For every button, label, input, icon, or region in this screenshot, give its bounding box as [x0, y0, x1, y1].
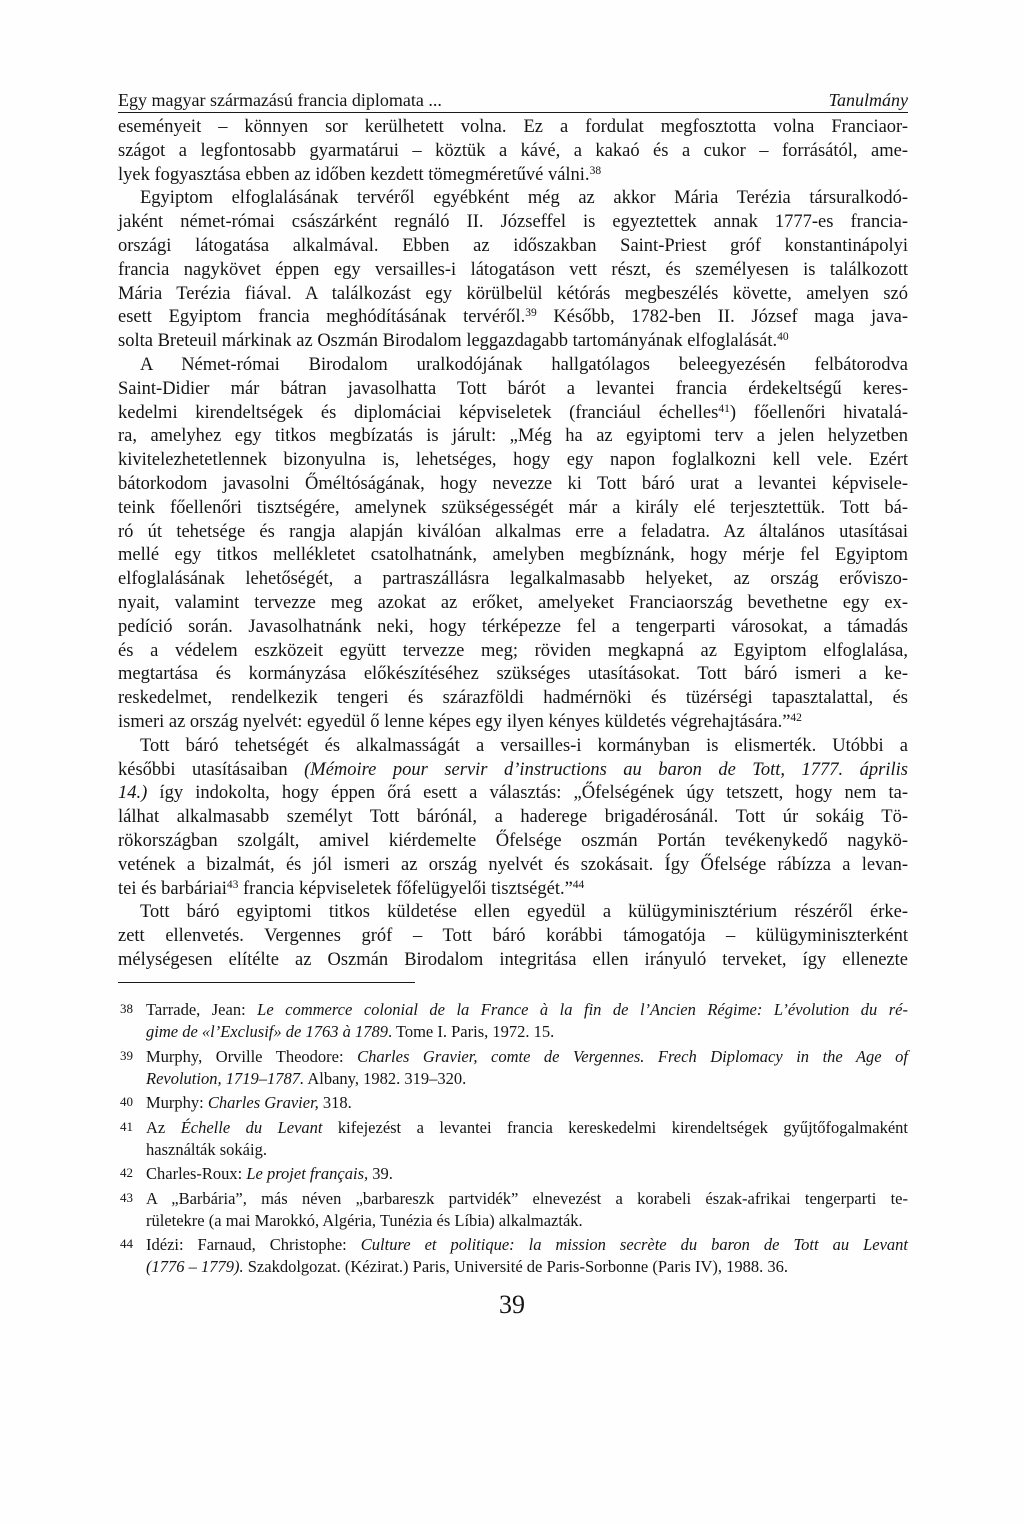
- footnote-line: használták sokáig.: [146, 1139, 267, 1159]
- footnote: [118, 1117, 908, 1161]
- footnote-ref: 40: [777, 331, 789, 344]
- footnote: [118, 1234, 908, 1278]
- paragraph: [118, 735, 908, 902]
- footnote-number: 43: [120, 1189, 133, 1205]
- text-run: Az: [146, 1117, 181, 1137]
- paragraph: [118, 116, 908, 187]
- footnote-line: [146, 1117, 908, 1139]
- body-line: lálhat alkalmasabb személyt Tott bárónál, a haderege brigadérosánál. Tott úr sokáig Tö-: [118, 807, 908, 828]
- paragraph: [118, 901, 908, 972]
- body-line: Mária Terézia fiával. A találkozást egy körülbelül kétórás megbeszélés követte, amelyen szó: [118, 283, 908, 304]
- italic-title-run: Culture et politique: la mission secrète du baron de Tott au Levant: [360, 1235, 908, 1254]
- italic-title-run: (Mémoire pour servir d’instructions au baron de Tott, 1777. április: [304, 759, 908, 780]
- footnote: [118, 1092, 908, 1114]
- italic-title-run: Charles Gravier,: [207, 1093, 319, 1112]
- running-title: Egy magyar származású francia diplomata ...: [118, 90, 442, 110]
- text-run: így indokolta, hogy éppen őrá esett a választás: „Őfelségének úgy tetszett, hogy nem ta-: [147, 783, 908, 804]
- body-line: [118, 711, 908, 735]
- body-line: francia nagykövet éppen egy versailles-i látogatáson vett részt, és személyesen is találkozott: [118, 259, 908, 280]
- italic-title-run: 14.): [118, 783, 148, 804]
- running-header: [118, 88, 908, 113]
- body-line: [118, 782, 908, 806]
- body-line: teink főellenőri tisztségére, amelynek szükségességét már a király elé terjesztettük. Tott bá-: [118, 497, 908, 518]
- text-run: Charles-Roux:: [146, 1164, 247, 1183]
- text-run: Murphy, Orville Theodore:: [146, 1046, 358, 1066]
- text-run: Murphy:: [146, 1093, 208, 1112]
- footnote-number: 41: [120, 1118, 133, 1134]
- body-line: [118, 306, 908, 330]
- footnote-line: [146, 999, 908, 1021]
- body-line: [118, 759, 908, 783]
- text-run: francia képviseletek főfelügyelői tisztségét.”: [238, 878, 573, 899]
- body-line: mélységesen elítélte az Oszmán Birodalom integritása ellen irányuló terveket, így ellenezte: [118, 949, 908, 970]
- footnote-ref: 39: [525, 307, 537, 320]
- body-line: eseményeit – könnyen sor kerülhetett volna. Ez a fordulat megfosztotta volna Franciaor-: [118, 117, 908, 137]
- footnote: [118, 1188, 908, 1232]
- body-line: jaként német-római császárként regnáló II. Józseffel is egyeztettek annak 1777-es francia-: [118, 212, 908, 233]
- body-line: reskedelmet, rendelkezik tengeri és szárazföldi hadmérnöki és tüzérségi tapasztalattal, és: [118, 688, 908, 709]
- body-line: és a védelem eszközeit együtt tervezze meg; röviden megkapná az Egyiptom elfoglalása,: [118, 640, 908, 661]
- body-line: elfoglalásának lehetőségét, a partraszállásra legalkalmasabb helyeket, az ország erőviszo-: [118, 569, 908, 590]
- footnote-line: [146, 1021, 908, 1043]
- footnote-number: 38: [120, 1001, 133, 1016]
- footnote-ref: 38: [589, 164, 602, 177]
- italic-term-run: Échelle du Levant: [180, 1117, 323, 1137]
- text-run: tei és barbáriai: [118, 878, 227, 899]
- body-line: [118, 402, 908, 426]
- text-run: ismeri az ország nyelvét: egyedül ő lenne képes egy ilyen kényes küldetés végrehajtására.”: [118, 711, 791, 732]
- body-line: ra, amelyhez egy titkos megbízatás is járult: „Még ha az egyiptomi terv a jelen helyzetben: [118, 426, 908, 447]
- body-line: országi látogatása alkalmával. Ebben az időszakban Saint-Priest gróf konstantinápolyi: [118, 235, 908, 256]
- footnote: [118, 999, 908, 1043]
- body-line: kivitelezhetetlennek bizonyulna is, lehetséges, hogy egy napon foglalkozni kell vele. Ezért: [118, 450, 908, 471]
- text-run: Később, 1782-ben II. József maga java-: [536, 307, 908, 328]
- footnote-line: [146, 1256, 908, 1278]
- footnote-ref: 42: [790, 711, 802, 724]
- text-run: lyek fogyasztása ebben az időben kezdett tömegméretűvé válni.: [118, 164, 590, 185]
- body-line: nyait, valamint tervezze meg azokat az erőket, amelyeket Franciaország bevethetne egy ex-: [118, 592, 908, 613]
- paragraph: [118, 354, 908, 735]
- body-line: vetének a bizalmát, és jól ismeri az ország nyelvét és szokásait. Így Őfelsége rábízza a levan-: [118, 854, 908, 875]
- footnote-number: 39: [120, 1047, 133, 1063]
- body-line: bátorkodom javasolni Őméltóságának, hogy nevezze ki Tott báró urat a levantei képvisele-: [118, 473, 908, 494]
- body-line: [118, 164, 908, 188]
- body-line: Egyiptom elfoglalásának tervéről egyébként még az akkor Mária Terézia társuralkodó-: [140, 188, 908, 209]
- footnote-ref: 44: [572, 878, 585, 891]
- body-line: ró út tehetsége és rangja alapján kiválóan alkalmas erre a feladatra. Az általános utasításai: [118, 521, 908, 542]
- footnote-number: 44: [120, 1236, 133, 1251]
- footnote: [118, 1163, 908, 1185]
- footnote-line: [146, 1163, 908, 1185]
- italic-title-run: Le projet français,: [246, 1164, 369, 1183]
- text-run: ) főellenőri hivatalá-: [729, 402, 908, 423]
- footnote-ref: 43: [226, 878, 239, 891]
- body-line: megtartása és kormányzása előkészítéséhez szükséges utasításokat. Tott báró ismeri a ke-: [118, 664, 908, 685]
- italic-title-run: (1776 – 1779).: [146, 1257, 244, 1276]
- page-number: 39: [499, 1290, 525, 1319]
- italic-title-run: Charles Gravier, comte de Vergennes. Frech Diplomacy in the Age of: [357, 1046, 909, 1066]
- footnote-line: A „Barbária”, más néven „barbareszk partvidék” elnevezést a korabeli észak-afrikai tengerparti te-: [146, 1188, 908, 1208]
- text-run: Idézi: Farnaud, Christophe:: [146, 1235, 361, 1254]
- text-run: kifejezést a levantei francia kereskedelmi kirendeltségek gyűjtőfogalmaként: [322, 1117, 908, 1137]
- text-run: 318.: [318, 1093, 352, 1112]
- text-run: solta Breteuil márkinak az Oszmán Birodalom leggazdagabb tartományának elfoglalását.: [118, 331, 778, 352]
- paragraph: [118, 187, 908, 354]
- footnote-ref: 41: [718, 402, 730, 415]
- footnote-separator: [118, 982, 415, 983]
- text-run: Tarrade, Jean:: [146, 1000, 258, 1019]
- body-line: Saint-Didier már bátran javasolhatta Tott bárót a levantei francia érdekeltségű keres-: [118, 378, 908, 399]
- body-line: [118, 330, 908, 354]
- footnote-line: rületekre (a mai Marokkó, Algéria, Tunézia és Líbia) alkalmazták.: [146, 1210, 583, 1230]
- footnotes: [118, 999, 908, 1278]
- footnote-line: [146, 1234, 908, 1256]
- text-run: kedelmi kirendeltségek és diplomáciai képviseletek (franciául échelles: [118, 402, 719, 423]
- body-text: [118, 116, 908, 973]
- body-line: mellé egy titkos mellékletet csatolhatnánk, amelyben megbíznánk, hogy mérje fel Egyiptom: [118, 545, 908, 566]
- italic-title-run: Revolution, 1719–1787.: [146, 1068, 305, 1088]
- body-line: zett ellenvetés. Vergennes gróf – Tott báró korábbi támogatója – külügyminiszterként: [118, 926, 908, 947]
- footnote-number: 40: [120, 1094, 133, 1109]
- text-run: későbbi utasításaiban: [118, 759, 305, 780]
- body-line: szágot a legfontosabb gyarmatárui – köztük a kávé, a kakaó és a cukor – forrásától, ame-: [118, 140, 908, 161]
- footnote: [118, 1046, 908, 1090]
- text-run: . Tome I. Paris, 1972. 15.: [387, 1022, 555, 1041]
- text-run: esett Egyiptom francia meghódításának tervéről.: [118, 307, 526, 328]
- body-line: [118, 878, 908, 902]
- section-label: Tanulmány: [828, 90, 908, 110]
- footnote-line: [146, 1068, 908, 1090]
- footnote-line: [146, 1092, 908, 1114]
- footnote-number: 42: [120, 1165, 133, 1180]
- text-run: Albany, 1982. 319–320.: [304, 1068, 467, 1088]
- italic-title-run: Le commerce colonial de la France à la fin de l’Ancien Régime: L’évolution du ré-: [257, 1000, 908, 1019]
- body-line: Tott báró tehetségét és alkalmasságát a versailles-i kormányban is elismerték. Utóbbi a: [140, 735, 908, 756]
- body-line: rökországban szolgált, amivel kiérdemelte Őfelsége oszmán Portán tevékenykedő nagykö-: [118, 830, 908, 851]
- italic-title-run: gime de «l’Exclusif» de 1763 à 1789: [146, 1022, 388, 1041]
- text-run: 39.: [368, 1164, 393, 1183]
- body-line: pedíció során. Javasolhatnánk neki, hogy térképezze fel a tengerparti városokat, a támadás: [118, 616, 908, 637]
- text-run: Szakdolgozat. (Kézirat.) Paris, Université de Paris-Sorbonne (Paris IV), 1988. 36.: [243, 1257, 788, 1276]
- footnote-line: [146, 1046, 908, 1068]
- body-line: Tott báró egyiptomi titkos küldetése ellen egyedül a külügyminisztérium részéről érke-: [140, 902, 908, 923]
- body-line: A Német-római Birodalom uralkodójának hallgatólagos beleegyezésén felbátorodva: [140, 354, 908, 375]
